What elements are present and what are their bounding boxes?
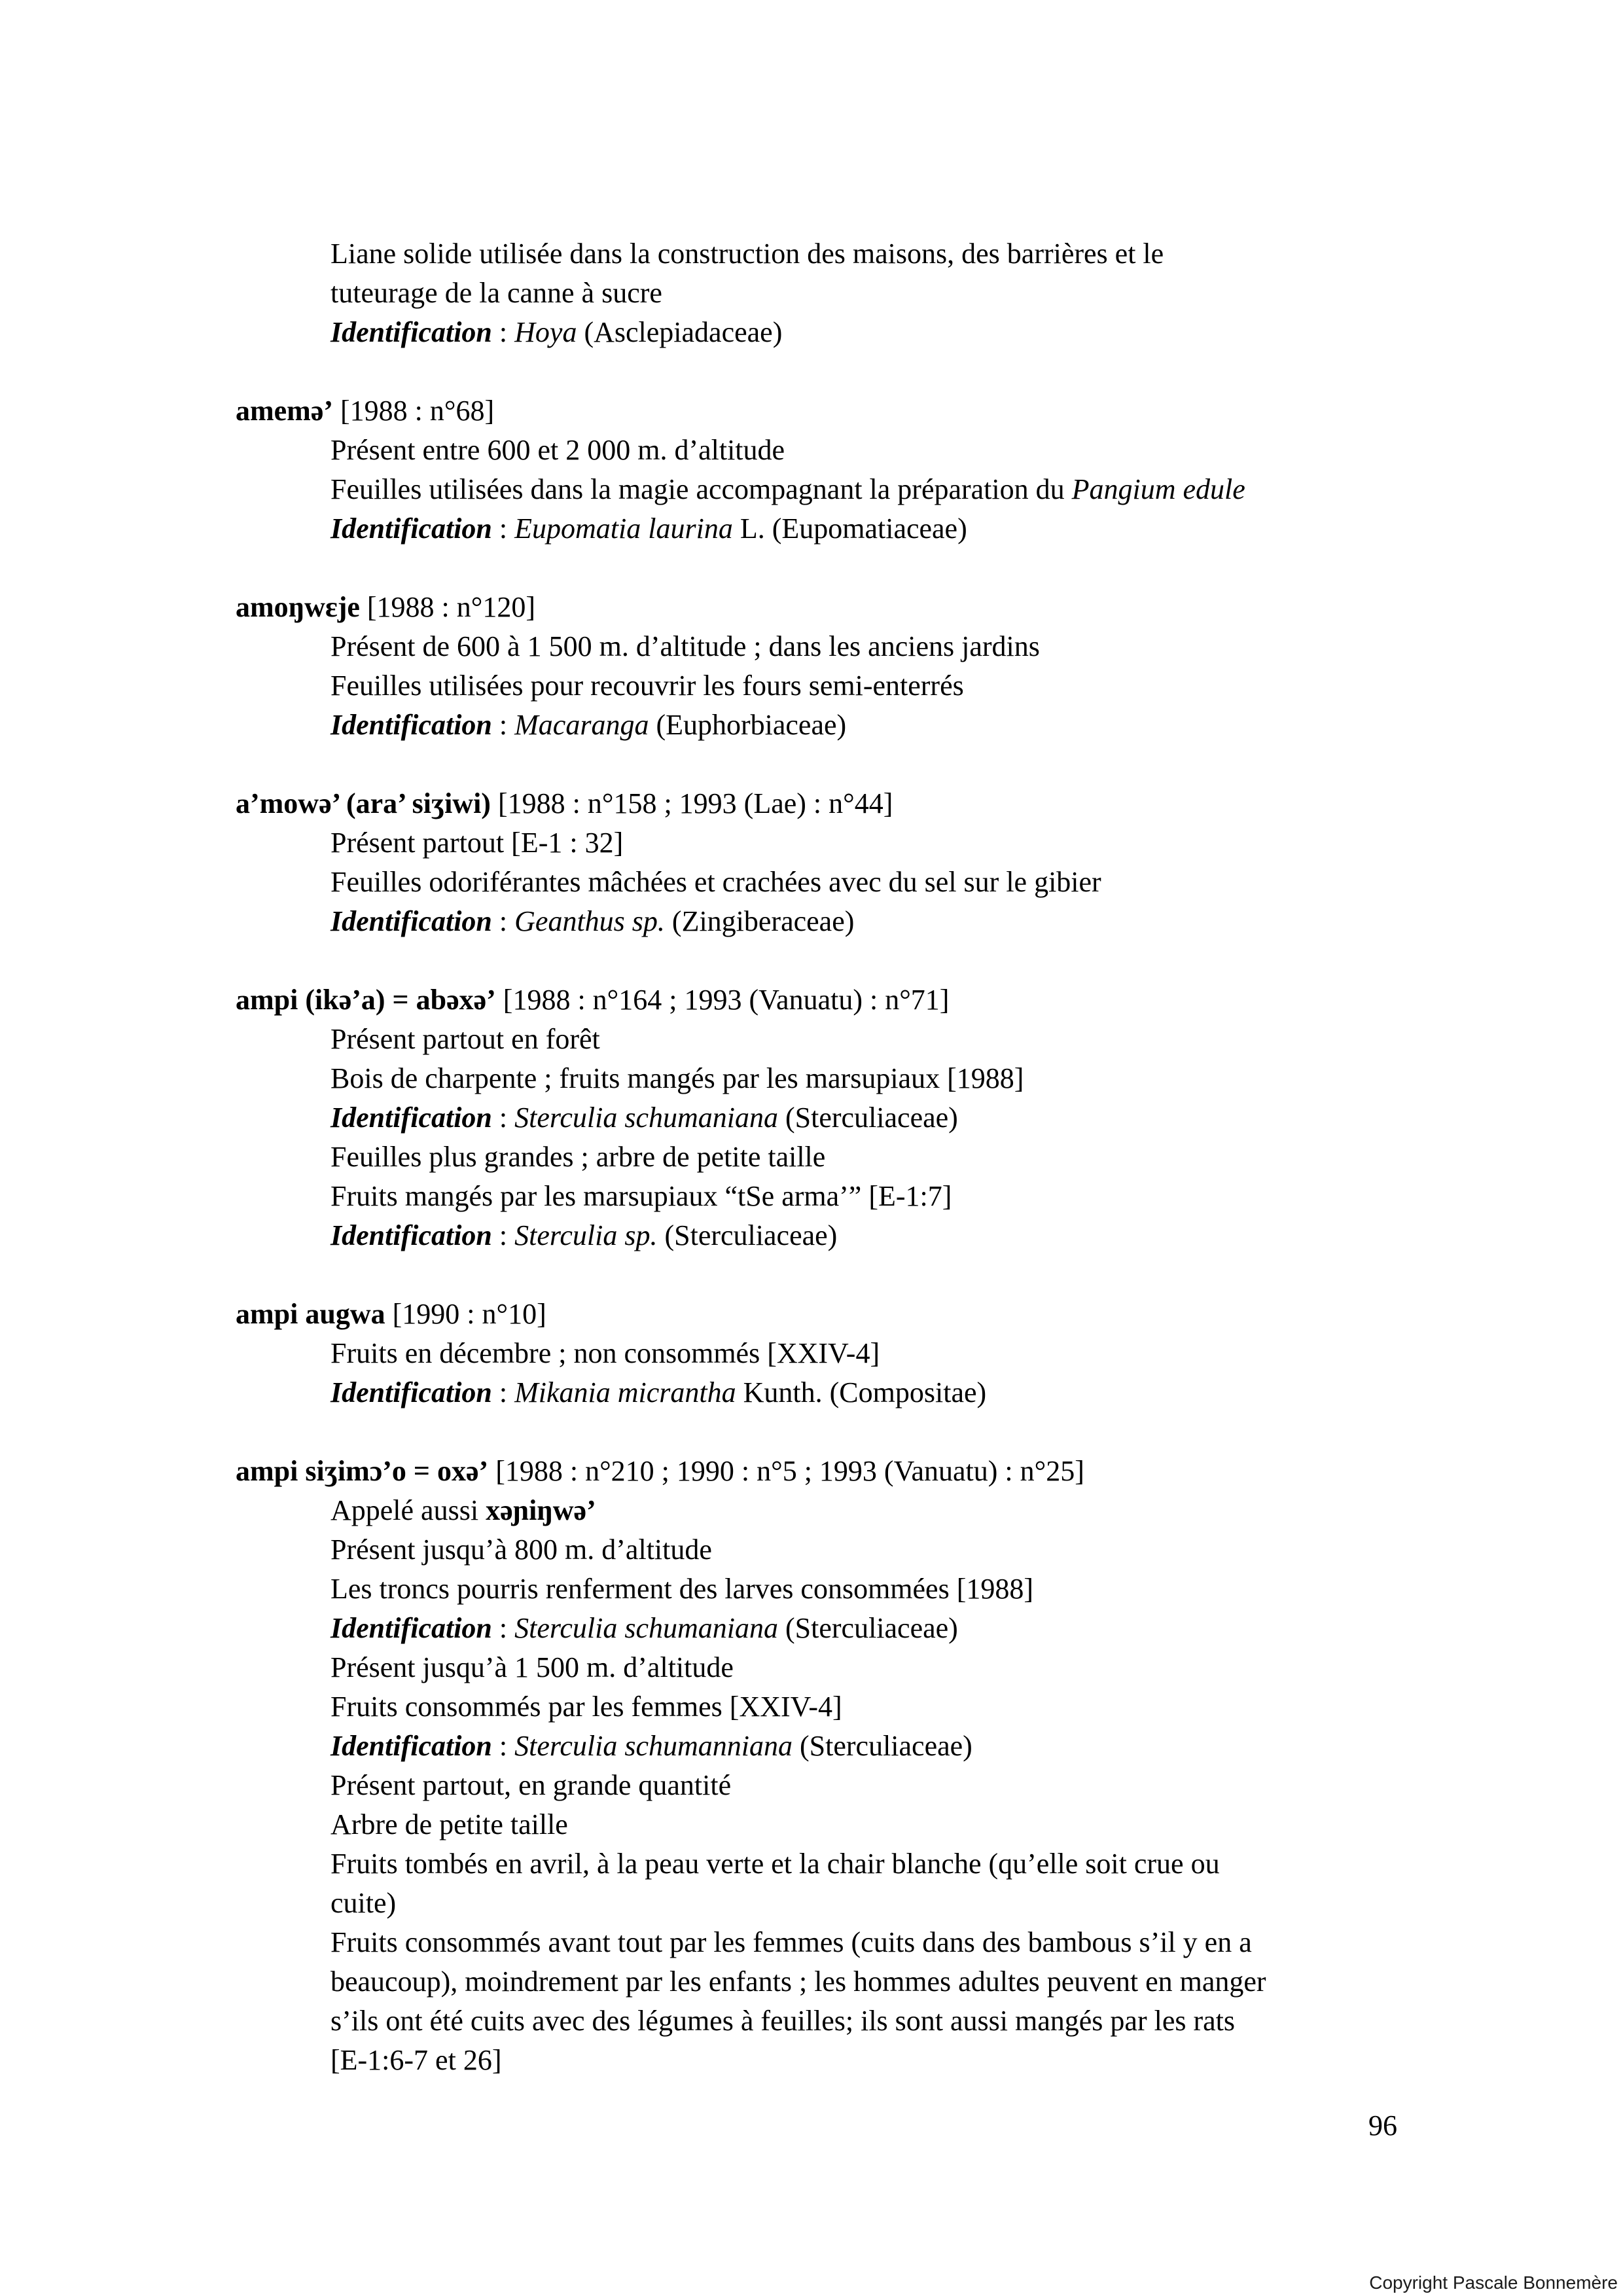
text-line [236, 234, 1427, 274]
text-run: [1990 : n°10] [385, 1298, 546, 1330]
text-line [236, 863, 1427, 902]
text-run: Macaranga [514, 709, 649, 741]
text-run: a’mowə’ (ara’ siʒiwi) [236, 787, 491, 819]
entry-headword [236, 1295, 1427, 1334]
page-number: 96 [1368, 2109, 1397, 2142]
text-run: Fruits tombés en avril, à la peau verte et la chair blanche (qu’elle soit crue ou [330, 1848, 1220, 1880]
text-line [236, 470, 1427, 509]
text-run: Fruits en décembre ; non consommés [XXIV-4] [330, 1337, 880, 1369]
entry [236, 784, 1427, 941]
text-run: (Sterculiaceae) [778, 1102, 958, 1134]
text-line [236, 509, 1427, 548]
text-line [236, 1334, 1427, 1373]
text-line [236, 274, 1427, 313]
text-run: Kunth. (Compositae) [736, 1376, 987, 1408]
text-run: Identification [330, 512, 492, 545]
text-run: Présent jusqu’à 1 500 m. d’altitude [330, 1651, 734, 1683]
text-run: Présent partout [E-1 : 32] [330, 827, 624, 859]
text-run: : [491, 316, 515, 348]
text-run: : [491, 905, 515, 937]
text-run: s’ils ont été cuits avec des légumes à feuilles; ils sont aussi mangés par les rats [330, 2005, 1236, 2037]
document-body [236, 234, 1427, 2080]
text-run: [1988 : n°120] [359, 591, 536, 623]
text-line [236, 1138, 1427, 1177]
entry [236, 391, 1427, 548]
text-run: Feuilles odoriférantes mâchées et crachées avec du sel sur le gibier [330, 866, 1101, 898]
text-run: amoŋwɛje [236, 591, 360, 623]
text-run: Fruits consommés avant tout par les femmes (cuits dans des bambous s’il y en a [330, 1926, 1252, 1958]
text-run: Eupomatia laurina [514, 512, 733, 545]
text-line [236, 2001, 1427, 2041]
text-run: (Asclepiadaceae) [577, 316, 783, 348]
text-run: Identification [330, 1376, 492, 1408]
text-run: Feuilles utilisées dans la magie accompagnant la préparation du [330, 473, 1072, 505]
text-run: Liane solide utilisée dans la construction des maisons, des barrières et le [330, 238, 1164, 270]
text-line [236, 1491, 1427, 1530]
text-line [236, 2041, 1427, 2080]
text-run: : [491, 1102, 515, 1134]
text-run: Identification [330, 1102, 492, 1134]
text-run: Présent jusqu’à 800 m. d’altitude [330, 1534, 712, 1566]
text-run: amemə’ [236, 395, 334, 427]
text-run: Mikania micrantha [514, 1376, 736, 1408]
text-line [236, 1962, 1427, 2001]
text-run: (Sterculiaceae) [793, 1730, 972, 1762]
text-line [236, 1570, 1427, 1609]
text-run: xəɲiŋwə’ [486, 1494, 596, 1526]
text-run: Geanthus sp. [514, 905, 665, 937]
text-run: Feuilles plus grandes ; arbre de petite taille [330, 1141, 826, 1173]
text-run: Présent partout en forêt [330, 1023, 600, 1055]
text-run: Identification [330, 1612, 492, 1644]
text-run: Sterculia schumanniana [514, 1730, 793, 1762]
text-run: cuite) [330, 1887, 397, 1919]
text-line [236, 1059, 1427, 1098]
text-run: (Euphorbiaceae) [649, 709, 847, 741]
text-line [236, 1844, 1427, 1884]
text-run: Sterculia sp. [514, 1219, 658, 1251]
text-run: Présent partout, en grande quantité [330, 1769, 732, 1801]
entry [236, 234, 1427, 352]
text-run: : [491, 512, 515, 545]
entry [236, 1452, 1427, 2080]
text-line [236, 313, 1427, 352]
text-line [236, 1177, 1427, 1216]
text-run: [1988 : n°210 ; 1990 : n°5 ; 1993 (Vanuatu) : n°25] [488, 1455, 1084, 1487]
text-line [236, 1805, 1427, 1844]
text-run: Présent entre 600 et 2 000 m. d’altitude [330, 434, 785, 466]
text-line [236, 1923, 1427, 1962]
text-run: (Sterculiaceae) [778, 1612, 958, 1644]
text-run: Fruits mangés par les marsupiaux “tSe arma’” [E-1:7] [330, 1180, 952, 1212]
text-run: [1988 : n°68] [333, 395, 495, 427]
text-run: Pangium edule [1071, 473, 1245, 505]
text-line [236, 666, 1427, 706]
text-line [236, 1609, 1427, 1648]
text-run: ampi (ikə’a) = abəxə’ [236, 984, 496, 1016]
text-line [236, 1098, 1427, 1138]
text-run: Appelé aussi [330, 1494, 486, 1526]
text-run: ampi augwa [236, 1298, 385, 1330]
text-run: Hoya [514, 316, 577, 348]
text-run: Feuilles utilisées pour recouvrir les fours semi-enterrés [330, 670, 964, 702]
entry [236, 588, 1427, 745]
copyright-notice: Copyright Pascale Bonnemère [1369, 2272, 1618, 2293]
text-run: Présent de 600 à 1 500 m. d’altitude ; dans les anciens jardins [330, 630, 1040, 662]
text-run: Identification [330, 316, 492, 348]
text-run: [1988 : n°164 ; 1993 (Vanuatu) : n°71] [495, 984, 950, 1016]
text-line [236, 431, 1427, 470]
entry [236, 1295, 1427, 1412]
text-run: Les troncs pourris renferment des larves consommées [1988] [330, 1573, 1034, 1605]
text-run: Identification [330, 1730, 492, 1762]
text-line [236, 1020, 1427, 1059]
text-run: : [491, 1219, 515, 1251]
text-line [236, 627, 1427, 666]
text-run: (Sterculiaceae) [657, 1219, 838, 1251]
text-run: Identification [330, 905, 492, 937]
entry [236, 980, 1427, 1255]
text-run: Identification [330, 1219, 492, 1251]
text-run: ampi siʒimɔ’o = oxə’ [236, 1455, 489, 1487]
text-run: [1988 : n°158 ; 1993 (Lae) : n°44] [490, 787, 893, 819]
text-line [236, 1687, 1427, 1727]
text-line [236, 902, 1427, 941]
text-run: beaucoup), moindrement par les enfants ; les hommes adultes peuvent en manger [330, 1965, 1266, 1998]
text-run: Identification [330, 709, 492, 741]
text-run: : [491, 709, 515, 741]
entry-headword [236, 980, 1427, 1020]
text-line [236, 1727, 1427, 1766]
entry-headword [236, 1452, 1427, 1491]
text-run: : [491, 1376, 515, 1408]
text-run: L. (Eupomatiaceae) [732, 512, 967, 545]
text-run: : [491, 1612, 515, 1644]
text-line [236, 1648, 1427, 1687]
text-line [236, 1766, 1427, 1805]
text-run: Sterculia schumaniana [514, 1612, 779, 1644]
entry-headword [236, 588, 1427, 627]
text-run: [E-1:6-7 et 26] [330, 2044, 502, 2076]
text-run: : [491, 1730, 515, 1762]
entry-headword [236, 391, 1427, 431]
text-line [236, 1216, 1427, 1255]
text-line [236, 1884, 1427, 1923]
entry-headword [236, 784, 1427, 823]
text-run: (Zingiberaceae) [664, 905, 855, 937]
text-run: Fruits consommés par les femmes [XXIV-4] [330, 1691, 842, 1723]
text-run: Arbre de petite taille [330, 1808, 568, 1840]
text-run: tuteurage de la canne à sucre [330, 277, 662, 309]
text-line [236, 823, 1427, 863]
text-run: Sterculia schumaniana [514, 1102, 779, 1134]
text-line [236, 706, 1427, 745]
text-line [236, 1530, 1427, 1570]
text-run: Bois de charpente ; fruits mangés par les marsupiaux [1988] [330, 1062, 1024, 1094]
text-line [236, 1373, 1427, 1412]
